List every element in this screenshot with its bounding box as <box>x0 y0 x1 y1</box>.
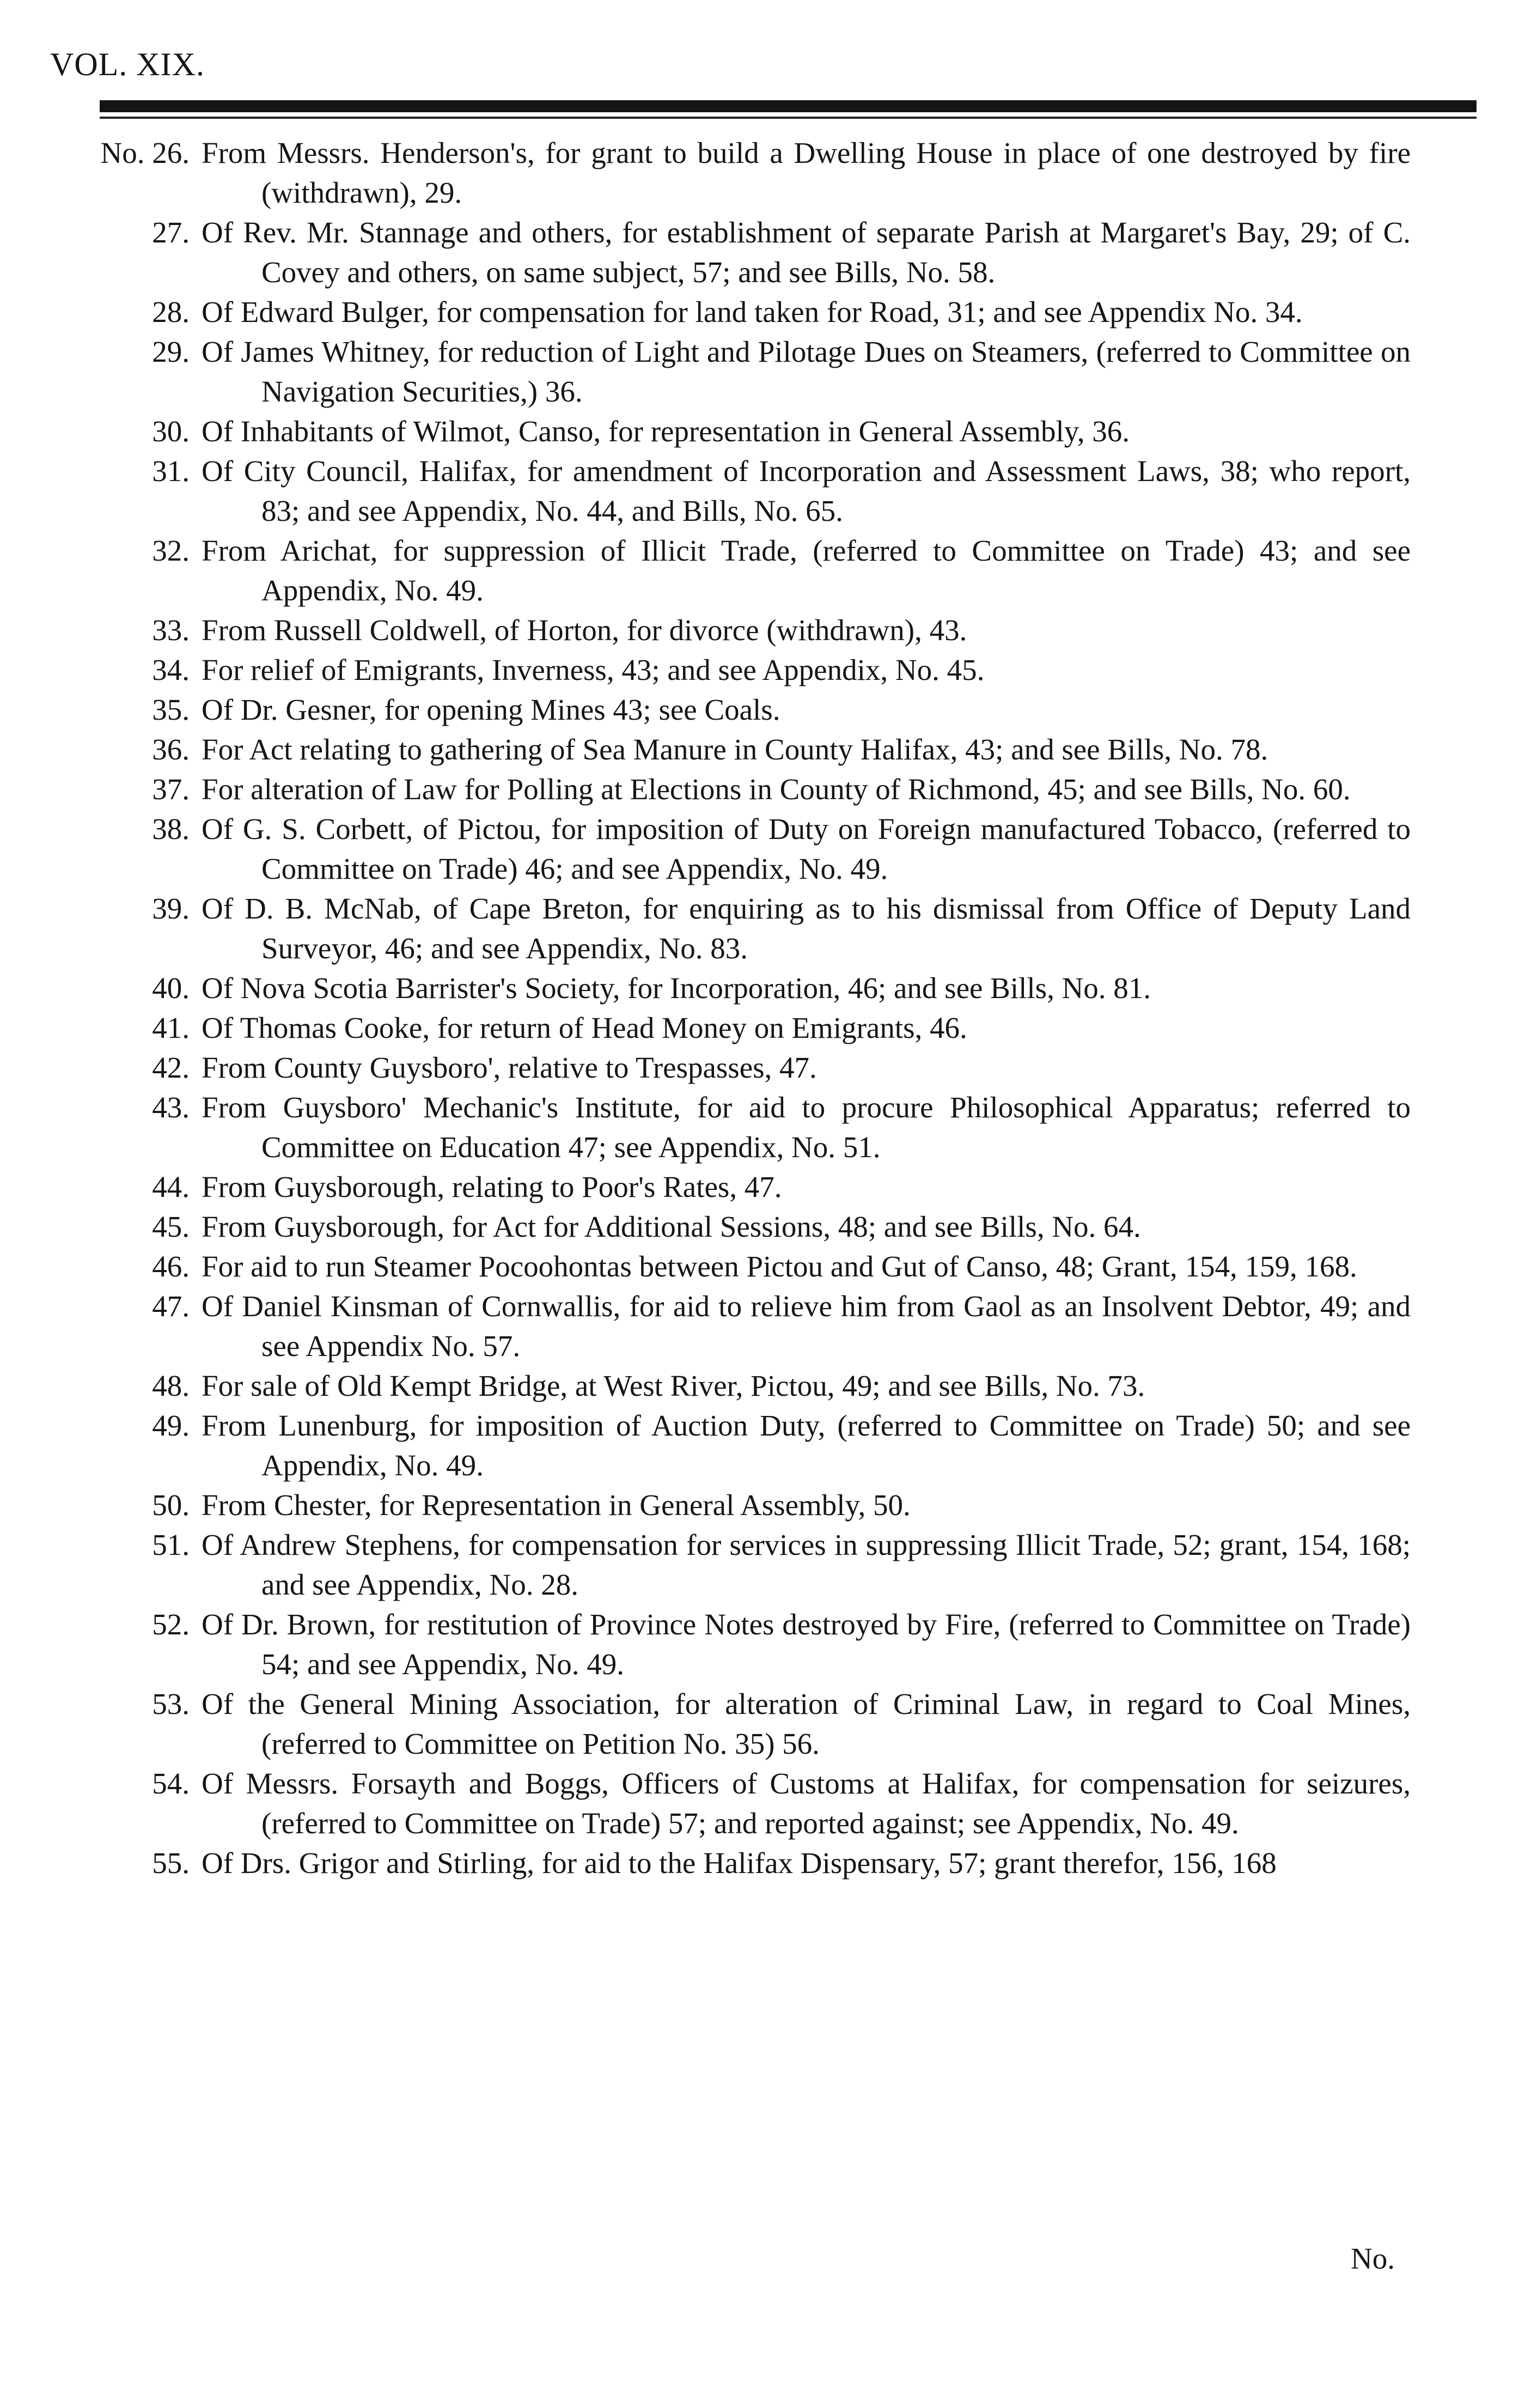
list-item <box>93 1604 1411 1684</box>
list-item <box>93 1406 1411 1485</box>
entry-number: 47. <box>152 1290 190 1323</box>
entry-number: 42. <box>152 1051 190 1084</box>
list-item <box>93 1087 1411 1167</box>
entry-number: 38. <box>152 812 190 846</box>
list-item <box>93 690 1411 729</box>
entry-number: 48. <box>152 1369 190 1402</box>
entry-text: Of Andrew Stephens, for compensation for services in suppressing Illicit Trade, 52; grant, 154, 168; and see Appendix, No. 28. <box>202 1528 1411 1601</box>
list-item <box>93 610 1411 650</box>
entry-number: 53. <box>152 1687 190 1720</box>
entry-number: 35. <box>152 693 190 726</box>
entry-text: Of G. S. Corbett, of Pictou, for imposition of Duty on Foreign manufactured Tobacco, (referred to Committee on Trade) 46; and see Appendix, No. 49. <box>202 812 1411 885</box>
volume-header: VOL. XIX. <box>50 46 205 82</box>
entry-text: Of Daniel Kinsman of Cornwallis, for aid to relieve him from Gaol as an Insolvent Debtor, 49; and see Appendix No. 57. <box>202 1290 1411 1363</box>
list-item <box>93 729 1411 769</box>
entry-number: 33. <box>152 613 190 647</box>
list-item <box>93 1048 1411 1087</box>
entry-text: Of Inhabitants of Wilmot, Canso, for representation in General Assembly, 36. <box>202 415 1130 448</box>
entry-text: From Guysboro' Mechanic's Institute, for aid to procure Philosophical Apparatus; referred to Committee on Education 47; see Appendix, No. 51. <box>202 1091 1411 1164</box>
entry-text: For aid to run Steamer Pocoohontas between Pictou and Gut of Canso, 48; Grant, 154, 159, 168. <box>202 1250 1357 1283</box>
header-rule-thin <box>100 117 1477 119</box>
list-item <box>93 1167 1411 1207</box>
entry-number: 52. <box>152 1608 190 1641</box>
list-item <box>93 212 1411 292</box>
entry-text: For Act relating to gathering of Sea Manure in County Halifax, 43; and see Bills, No. 78. <box>202 733 1268 766</box>
entry-text: Of James Whitney, for reduction of Light and Pilotage Dues on Steamers, (referred to Committee on Navigation Securities,) 36. <box>202 335 1411 408</box>
entry-number: 37. <box>152 773 190 806</box>
entry-text: Of D. B. McNab, of Cape Breton, for enquiring as to his dismissal from Office of Deputy Land Surveyor, 46; and see Appendix, No. 83. <box>202 892 1411 965</box>
list-item <box>93 1684 1411 1764</box>
entry-number: 34. <box>152 653 190 686</box>
entry-number: 45. <box>152 1210 190 1243</box>
list-item <box>93 1485 1411 1525</box>
entry-number: No. 26. <box>100 136 190 169</box>
entry-number: 54. <box>152 1767 190 1800</box>
entry-number: 30. <box>152 415 190 448</box>
entry-number: 41. <box>152 1011 190 1044</box>
entry-text: For relief of Emigrants, Inverness, 43; and see Appendix, No. 45. <box>202 653 985 686</box>
entry-number: 43. <box>152 1091 190 1124</box>
entry-text: Of Edward Bulger, for compensation for land taken for Road, 31; and see Appendix No. 34. <box>202 295 1303 329</box>
list-item <box>93 1008 1411 1048</box>
entry-number: 27. <box>152 216 190 249</box>
entry-text: Of Dr. Gesner, for opening Mines 43; see Coals. <box>202 693 780 726</box>
entry-text: From Guysborough, relating to Poor's Rates, 47. <box>202 1170 782 1203</box>
entry-number: 50. <box>152 1488 190 1522</box>
entry-number: 32. <box>152 534 190 567</box>
entry-text: Of Dr. Brown, for restitution of Province Notes destroyed by Fire, (referred to Committee on Trade) 54; and see Appendix, No. 49. <box>202 1608 1411 1681</box>
list-item <box>93 889 1411 968</box>
entry-text: Of Rev. Mr. Stannage and others, for establishment of separate Parish at Margaret's Bay, 29; of C. Covey and others, on same subject, 57; and see Bills, No. 58. <box>202 216 1411 289</box>
entry-text: For sale of Old Kempt Bridge, at West River, Pictou, 49; and see Bills, No. 73. <box>202 1369 1145 1402</box>
list-item <box>93 1246 1411 1286</box>
entry-text: Of City Council, Halifax, for amendment of Incorporation and Assessment Laws, 38; who report, 83; and see Appendix, No. 44, and Bills, No. 65. <box>202 454 1411 527</box>
list-item <box>93 1207 1411 1246</box>
list-item <box>93 1843 1411 1883</box>
entry-text: From Russell Coldwell, of Horton, for divorce (withdrawn), 43. <box>202 613 967 647</box>
list-item <box>93 451 1411 531</box>
list-item <box>93 809 1411 889</box>
entry-text: Of Nova Scotia Barrister's Society, for Incorporation, 46; and see Bills, No. 81. <box>202 971 1151 1005</box>
entry-text: From Messrs. Henderson's, for grant to build a Dwelling House in place of one destroyed by fire (withdrawn), 29. <box>202 136 1411 209</box>
entry-text: Of the General Mining Association, for alteration of Criminal Law, in regard to Coal Mines, (referred to Committee on Petition No. 35) 56. <box>202 1687 1411 1760</box>
entry-number: 55. <box>152 1846 190 1880</box>
entry-number: 31. <box>152 454 190 488</box>
list-item <box>93 1286 1411 1366</box>
list-item <box>93 968 1411 1008</box>
entry-number: 36. <box>152 733 190 766</box>
catchword: No. <box>1351 2242 1395 2275</box>
entry-number: 46. <box>152 1250 190 1283</box>
entry-number: 51. <box>152 1528 190 1561</box>
list-item <box>93 133 1411 212</box>
list-item <box>93 292 1411 332</box>
entry-number: 28. <box>152 295 190 329</box>
entry-text: From County Guysboro', relative to Trespasses, 47. <box>202 1051 817 1084</box>
entry-number: 40. <box>152 971 190 1005</box>
header-rule <box>100 100 1477 112</box>
entry-number: 44. <box>152 1170 190 1203</box>
entry-text: Of Drs. Grigor and Stirling, for aid to the Halifax Dispensary, 57; grant therefor, 156, 168 <box>202 1846 1277 1880</box>
entry-text: From Lunenburg, for imposition of Auction Duty, (referred to Committee on Trade) 50; and see Appendix, No. 49. <box>202 1409 1411 1482</box>
entry-text: From Guysborough, for Act for Additional Sessions, 48; and see Bills, No. 64. <box>202 1210 1141 1243</box>
entry-text: From Chester, for Representation in General Assembly, 50. <box>202 1488 911 1522</box>
entry-number: 39. <box>152 892 190 925</box>
petition-list <box>93 133 1411 1883</box>
list-item <box>93 332 1411 411</box>
list-item <box>93 1366 1411 1406</box>
entry-text: Of Messrs. Forsayth and Boggs, Officers of Customs at Halifax, for compensation for seizures, (referred to Committee on Trade) 57; and reported against; see Appendix, No. 49. <box>202 1767 1411 1840</box>
entry-text: Of Thomas Cooke, for return of Head Money on Emigrants, 46. <box>202 1011 967 1044</box>
entry-number: 29. <box>152 335 190 368</box>
list-item <box>93 769 1411 809</box>
entry-text: From Arichat, for suppression of Illicit Trade, (referred to Committee on Trade) 43; and see Appendix, No. 49. <box>202 534 1411 607</box>
list-item <box>93 411 1411 451</box>
entry-text: For alteration of Law for Polling at Elections in County of Richmond, 45; and see Bills, No. 60. <box>202 773 1351 806</box>
entry-number: 49. <box>152 1409 190 1442</box>
list-item <box>93 531 1411 610</box>
list-item <box>93 1525 1411 1604</box>
list-item <box>93 650 1411 690</box>
list-item <box>93 1764 1411 1843</box>
